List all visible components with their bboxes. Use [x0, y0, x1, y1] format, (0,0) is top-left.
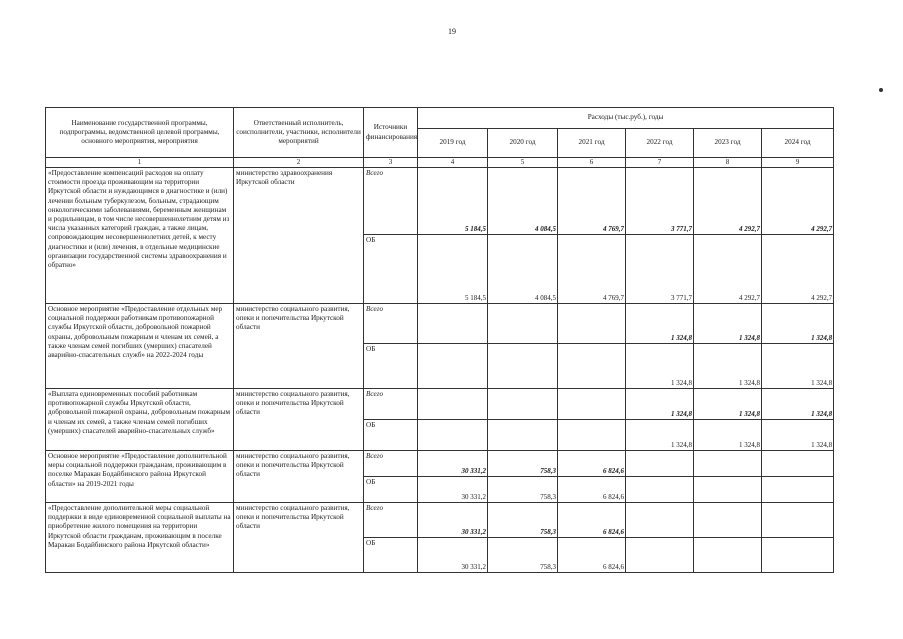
value-cell: 30 331,2: [418, 450, 488, 476]
value-cell: [558, 343, 626, 388]
value-cell: [626, 502, 694, 537]
value-cell: 758,3: [488, 502, 558, 537]
value-cell: [626, 537, 694, 572]
col-number: 2: [234, 158, 364, 168]
table-row: [46, 502, 834, 537]
value-cell: 758,3: [488, 450, 558, 476]
col-number: 9: [762, 158, 834, 168]
col-src-header: Источники финансирования: [364, 108, 418, 158]
value-cell: 4 769,7: [558, 167, 626, 234]
col-number: 6: [558, 158, 626, 168]
col-number: 8: [694, 158, 762, 168]
row-name: «Выплата единовременных пособий работникам противопожарной службы Иркутской области, добровольной пожарной охраны, добровольным пожарным и членам их семей, а также членам семей погибших (умерших) спасателей аварийно-спасательных служб»: [46, 388, 234, 450]
table-row: [46, 388, 834, 419]
row-name: «Предоставление компенсаций расходов на оплату стоимости проезда проживающим на территории Иркутской области и нуждающимся в диагностике и (или) лечении больным туберкулезом, больным, страдающим онкологическими заболеваниями, беременным женщинам и родильницам, в том числе несовершеннолетним детям из числа указанных категорий граждан, а также лицам, сопровождающим несовершеннолетних детей, к месту диагностики и (или) лечения, в отдельные медицинские организации государственной системы здравоохранения и обратно»: [46, 167, 234, 303]
value-cell: 6 824,6: [558, 537, 626, 572]
source-ob: ОБ: [364, 537, 418, 572]
value-cell: [488, 303, 558, 343]
value-cell: 5 184,5: [418, 234, 488, 303]
source-ob: ОБ: [364, 419, 418, 450]
value-cell: [558, 388, 626, 419]
value-cell: [762, 502, 834, 537]
value-cell: 1 324,8: [626, 343, 694, 388]
year-header: 2022 год: [626, 129, 694, 158]
row-name: Основное мероприятие «Предоставление дополнительной меры социальной поддержки гражданам, проживающим в поселке Маракан Бодайбинского района Иркутской области» на 2019-2021 годы: [46, 450, 234, 502]
year-header: 2020 год: [488, 129, 558, 158]
col-number: 7: [626, 158, 694, 168]
value-cell: 3 771,7: [626, 167, 694, 234]
value-cell: 758,3: [488, 537, 558, 572]
value-cell: 1 324,8: [762, 343, 834, 388]
value-cell: [488, 388, 558, 419]
col-name-header: Наименование государственной программы, подпрограммы, ведомственной целевой программы, основного мероприятия, мероприятия: [46, 108, 234, 158]
value-cell: [694, 537, 762, 572]
value-cell: [418, 343, 488, 388]
value-cell: 1 324,8: [762, 419, 834, 450]
value-cell: 1 324,8: [694, 419, 762, 450]
source-ob: ОБ: [364, 343, 418, 388]
value-cell: [558, 419, 626, 450]
value-cell: [418, 303, 488, 343]
year-header: 2024 год: [762, 129, 834, 158]
value-cell: 6 824,6: [558, 476, 626, 502]
row-executor: министерство социального развития, опеки и попечительства Иркутской области: [234, 388, 364, 450]
value-cell: 1 324,8: [626, 303, 694, 343]
expenses-table: [45, 107, 834, 573]
source-total: Всего: [364, 167, 418, 234]
value-cell: [626, 450, 694, 476]
value-cell: 4 292,7: [694, 167, 762, 234]
value-cell: 1 324,8: [626, 419, 694, 450]
value-cell: 1 324,8: [694, 303, 762, 343]
row-executor: министерство социального развития, опеки и попечительства Иркутской области: [234, 502, 364, 572]
value-cell: [694, 502, 762, 537]
value-cell: 4 084,5: [488, 167, 558, 234]
value-cell: [694, 476, 762, 502]
value-cell: 4 292,7: [762, 234, 834, 303]
col-exec-header: Ответственный исполнитель, соисполнители, участники, исполнители мероприятий: [234, 108, 364, 158]
column-numbers-row: [46, 158, 834, 168]
col-number: 5: [488, 158, 558, 168]
source-total: Всего: [364, 303, 418, 343]
value-cell: 4 769,7: [558, 234, 626, 303]
row-name: «Предоставление дополнительной меры социальной поддержки в виде единовременной социальной выплаты на приобретение жилого помещения на территории Иркутской области гражданам, проживающим в поселке Маракан Бодайбинского района Иркутской области»: [46, 502, 234, 572]
value-cell: [488, 343, 558, 388]
table-row: [46, 167, 834, 234]
value-cell: 1 324,8: [762, 388, 834, 419]
year-header: 2023 год: [694, 129, 762, 158]
value-cell: [626, 476, 694, 502]
source-ob: ОБ: [364, 234, 418, 303]
value-cell: 1 324,8: [694, 343, 762, 388]
row-name: Основное мероприятие «Предоставление отдельных мер социальной поддержки работникам противопожарной службы Иркутской области, добровольной пожарной охраны, добровольным пожарным и членам их семей, а также членам семей погибших (умерших) спасателей аварийно-спасательных служб» на 2022-2024 годы: [46, 303, 234, 388]
value-cell: [762, 537, 834, 572]
value-cell: [762, 450, 834, 476]
row-executor: министерство социального развития, опеки и попечительства Иркутской области: [234, 450, 364, 502]
table-row: [46, 303, 834, 343]
col-number: 4: [418, 158, 488, 168]
source-ob: ОБ: [364, 476, 418, 502]
year-header: 2019 год: [418, 129, 488, 158]
value-cell: 4 292,7: [762, 167, 834, 234]
scan-dot: [879, 88, 883, 92]
row-executor: министерство здравоохранения Иркутской области: [234, 167, 364, 303]
source-total: Всего: [364, 388, 418, 419]
value-cell: [418, 419, 488, 450]
value-cell: 30 331,2: [418, 537, 488, 572]
header-row: [46, 108, 834, 129]
col-exp-header: Расходы (тыс.руб.), годы: [418, 108, 834, 129]
value-cell: 1 324,8: [694, 388, 762, 419]
source-total: Всего: [364, 450, 418, 476]
value-cell: 1 324,8: [762, 303, 834, 343]
col-number: 3: [364, 158, 418, 168]
value-cell: 6 824,6: [558, 450, 626, 476]
value-cell: [558, 303, 626, 343]
value-cell: [694, 450, 762, 476]
value-cell: 4 292,7: [694, 234, 762, 303]
row-executor: министерство социального развития, опеки и попечительства Иркутской области: [234, 303, 364, 388]
value-cell: 3 771,7: [626, 234, 694, 303]
value-cell: [418, 388, 488, 419]
value-cell: [762, 476, 834, 502]
table-row: [46, 450, 834, 476]
year-header: 2021 год: [558, 129, 626, 158]
value-cell: 30 331,2: [418, 502, 488, 537]
value-cell: 1 324,8: [626, 388, 694, 419]
value-cell: 758,3: [488, 476, 558, 502]
page-number: 19: [448, 27, 456, 36]
value-cell: 30 331,2: [418, 476, 488, 502]
value-cell: 6 824,6: [558, 502, 626, 537]
source-total: Всего: [364, 502, 418, 537]
value-cell: [488, 419, 558, 450]
value-cell: 5 184,5: [418, 167, 488, 234]
value-cell: 4 084,5: [488, 234, 558, 303]
col-number: 1: [46, 158, 234, 168]
